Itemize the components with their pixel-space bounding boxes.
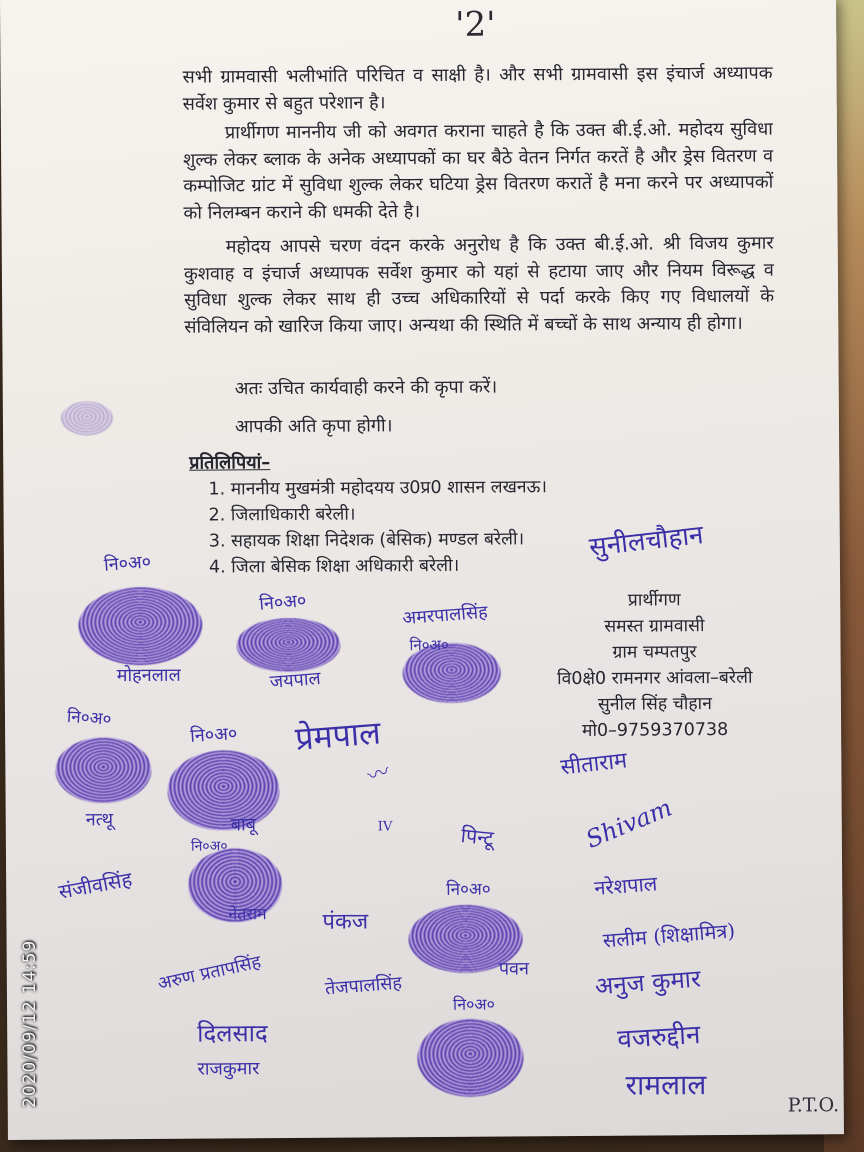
sender-block	[534, 587, 775, 745]
thumbprint	[55, 737, 151, 804]
page-number: '2'	[455, 4, 496, 45]
cc-item: 4. जिला बेसिक शिक्षा अधिकारी बरेली।	[208, 555, 460, 578]
handwritten-label: नि०अ०	[66, 707, 113, 730]
handwritten-name: सलीम (शिक्षामित्र)	[601, 918, 736, 953]
handwritten-name: बाबू	[230, 814, 257, 836]
closing-line: आपकी अति कृपा होगी।	[234, 415, 393, 438]
handwritten-name: नरेशपाल	[593, 871, 659, 901]
sender-line: ग्राम चम्पतपुर	[612, 642, 697, 663]
handwritten-name: राजकुमार	[197, 1058, 260, 1080]
handwritten-name: सीताराम	[559, 748, 629, 781]
handwritten-label: नि०अ०	[409, 635, 449, 655]
handwritten-name: पिन्टू	[459, 823, 495, 851]
handwritten-label: नि०अ०	[189, 723, 238, 747]
handwritten-label: नि०अ०	[103, 551, 152, 576]
handwritten-name: मोहनलाल	[116, 664, 181, 687]
handwritten-name: अमरपालसिंह	[401, 601, 489, 630]
handwritten-name: संजीवसिंह	[56, 866, 134, 904]
handwritten-label: नि०अ०	[190, 838, 228, 855]
handwritten-name: दिलसाद	[197, 1019, 268, 1048]
cc-item: 1. माननीय मुखमंत्री महोदयय उ0प्र0 शासन लखनऊ।	[208, 477, 548, 500]
handwritten-label: नि०अ०	[446, 879, 491, 900]
handwritten-name: नत्थू	[85, 809, 114, 831]
request-line: अतः उचित कार्यवाही करने की कृपा करें।	[234, 376, 498, 400]
handwritten-name: वजरुद्दीन	[616, 1019, 702, 1055]
handwritten-label: IV	[377, 819, 393, 835]
handwritten-label: नि०अ०	[452, 994, 495, 1014]
photo-timestamp: 2020/09/12 14:59	[20, 939, 40, 1108]
handwritten-name: पवन	[498, 958, 530, 980]
thumbprint	[167, 750, 280, 831]
sender-name: सुनील सिंह चौहान	[597, 694, 712, 715]
cc-item: 3. सहायक शिक्षा निदेशक (बेसिक) मण्डल बरेली।	[208, 529, 525, 552]
ink-smudge	[61, 401, 113, 435]
paragraph-1: सभी ग्रामवासी भलीभांति परिचित व साक्षी है। और सभी ग्रामवासी इस इंचार्ज अध्यापक सर्वेश कुमार से बहुत परेशान है।	[182, 62, 773, 115]
handwritten-name: जयपाल	[269, 668, 322, 693]
scribble-signature: ᠎〰	[364, 759, 394, 791]
thumbprint	[78, 587, 203, 666]
sender-line: समस्त ग्रामवासी	[604, 616, 705, 637]
handwritten-name: पंकज	[322, 909, 369, 935]
handwritten-name: प्रेमपाल	[293, 713, 383, 758]
sender-line: प्रार्थीगण	[627, 590, 681, 611]
cc-item: 2. जिलाधिकारी बरेली।	[208, 504, 356, 526]
handwritten-name: रामलाल	[625, 1068, 707, 1102]
paragraph-2: प्रार्थीगण माननीय जी को अवगत कराना चाहते है कि उक्त बी.ई.ओ. महोदय सुविधा शुल्क लेकर ब्लाक के अनेक अध्यापकों का घर बैठे वेतन निर्गत करतें है और ड्रेस वितरण व कम्पोजिट ग्रांट में सुविधा शुल्क लेकर घटिया ड्रेस वितरण करातें है मना करने पर अध्यापकों को निलम्बन कराने की धमकी देते है।	[183, 118, 774, 224]
paragraph-3: महोदय आपसे चरण वंदन करके अनुरोध है कि उक्त बी.ई.ओ. श्री विजय कुमार कुशवाह व इंचार्ज अध्यापक सर्वेश कुमार को यहां से हटाया जाए और नियम विरूद्ध व सुविधा शुल्क लेकर साथ ही उच्च अधिकारियों से पर्दा करके किए गए विधालयों के संविलियन को खारिज किया जाए। अन्यथा की स्थिति में बच्चों के साथ अन्याय ही होगा।	[183, 232, 775, 338]
pto-note: P.T.O.	[787, 1094, 840, 1117]
thumbprint	[417, 1018, 524, 1097]
cc-title: प्रतिलिपियां–	[189, 452, 271, 474]
handwritten-name: अरुण प्रतापसिंह	[155, 951, 263, 995]
thumbprint	[236, 618, 340, 673]
handwritten-name: Shivam	[581, 793, 676, 854]
handwritten-name: नेतराम	[228, 904, 267, 924]
handwritten-label: नि०अ०	[258, 590, 308, 615]
signature-sunil: सुनीलचौहान	[587, 520, 705, 563]
cc-list	[208, 474, 547, 580]
sender-line: वि0क्षे0 रामनगर आंवला–बरेली	[556, 667, 753, 690]
handwritten-name: तेजपालसिंह	[324, 972, 403, 1000]
sender-phone: मो0–9759370738	[581, 719, 729, 741]
handwritten-name: अनुज कुमार	[593, 964, 702, 1001]
